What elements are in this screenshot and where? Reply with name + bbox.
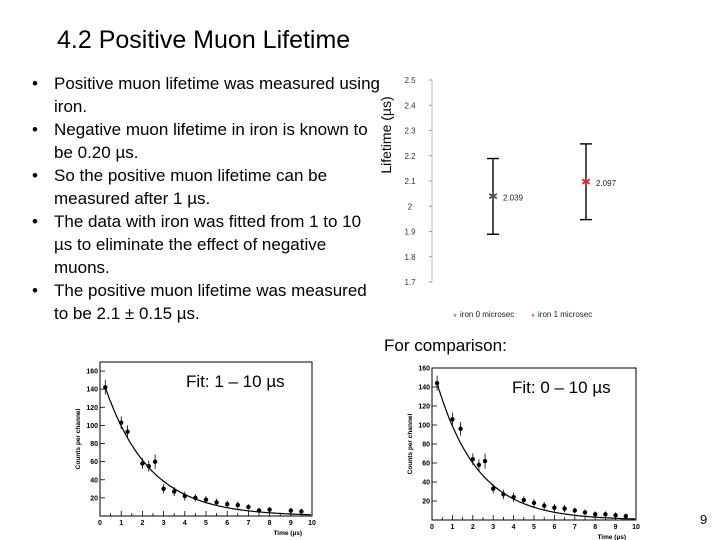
data-point [624,514,628,518]
x-tick-label: 10 [632,524,640,531]
lifetime-axis-label: Lifetime (µs) [378,96,394,174]
data-point [532,501,536,505]
lifetime-chart [390,70,620,330]
fit-range-label-right: Fit: 0 – 10 µs [512,378,611,397]
y-tick-label: 60 [422,460,430,468]
comparison-label: For comparison: [384,336,507,355]
x-tick-label: 3 [491,524,496,531]
data-point [562,506,566,510]
x-tick-label: 9 [613,524,618,531]
data-point-marker: ✱ [580,174,592,189]
legend-label: iron 0 microsec [460,310,515,319]
y-tick-label: 120 [86,404,98,412]
y-tick-label: 2.5 [404,76,416,85]
data-label: 2.097 [596,178,617,188]
data-point [214,500,218,504]
x-tick-label: 8 [593,524,598,531]
data-point [267,507,271,511]
x-tick-label: 6 [225,520,230,527]
y-tick-label: 120 [418,403,430,411]
data-point [491,486,495,490]
x-tick-label: 1 [450,524,455,531]
data-point [147,464,151,468]
y-tick-label: 140 [418,384,430,392]
data-point [477,463,481,467]
data-point [552,505,556,509]
data-point [140,461,144,465]
legend-marker: * [453,312,457,322]
y-axis-title: Counts per channel [407,413,414,475]
data-point [522,498,526,502]
data-point [204,497,208,501]
data-point [153,459,157,463]
x-tick-label: 2 [140,520,145,527]
x-tick-label: 9 [288,520,293,527]
y-tick-label: 2.1 [404,177,416,186]
data-point [511,495,515,499]
data-point [573,508,577,512]
bullet-item: • The data with iron was fitted from 1 to 10 µs to eliminate the effect of negative muons. [30,210,382,279]
y-tick-label: 1.7 [404,278,416,287]
y-tick-label: 1.8 [404,252,416,262]
data-point [458,427,462,431]
y-tick-label: 100 [418,422,430,430]
data-point [172,489,176,493]
data-point [435,381,439,385]
data-point [119,420,123,424]
y-tick-label: 80 [90,441,98,449]
data-point [471,457,475,461]
data-point [603,512,607,516]
data-point [501,492,505,496]
data-point [450,417,454,421]
y-tick-label: 60 [90,459,98,467]
page-number: 9 [700,512,708,527]
data-point [289,508,293,512]
bullet-item: • Positive muon lifetime was measured using iron. [30,72,382,118]
bullet-item: • The positive muon lifetime was measured to be 2.1 ± 0.15 µs. [30,279,382,325]
data-point [542,504,546,508]
data-point [225,502,229,506]
data-point [593,512,597,516]
fit-range-label-left: Fit: 1 – 10 µs [186,372,285,391]
data-point-marker: ✱ [487,189,499,204]
data-point [125,430,129,434]
y-tick-label: 80 [422,441,430,449]
x-tick-label: 2 [470,524,475,531]
bullet-list [30,72,382,325]
x-tick-label: 4 [182,520,187,527]
y-tick-label: 100 [86,422,98,430]
data-point [236,503,240,507]
data-point [246,505,250,509]
y-tick-label: 2.3 [404,126,416,136]
bullet-item: • So the positive muon lifetime can be measured after 1 µs. [30,164,382,210]
data-point [299,509,303,513]
x-tick-label: 1 [119,520,124,527]
x-tick-label: 3 [161,520,166,527]
data-point [257,508,261,512]
y-tick-label: 40 [90,477,98,485]
y-tick-label: 1.9 [404,227,416,237]
data-point [103,385,107,389]
x-tick-label: 10 [308,520,316,527]
y-tick-label: 40 [422,479,430,487]
legend-marker: * [531,312,535,322]
y-tick-label: 20 [90,495,98,503]
x-tick-label: 6 [552,524,557,531]
y-axis-title: Counts per channel [75,408,82,470]
x-tick-label: 0 [430,524,434,531]
y-tick-label: 160 [86,368,98,376]
data-point [483,459,487,463]
x-tick-label: 7 [246,520,251,527]
x-tick-label: 5 [532,524,536,531]
data-point [183,494,187,498]
data-point [161,487,165,491]
x-tick-label: 5 [204,520,208,527]
x-axis-title: Time (µs) [597,534,626,540]
y-tick-label: 160 [418,365,430,373]
y-tick-label: 2.2 [404,151,416,161]
y-tick-label: 20 [422,498,430,506]
x-tick-label: 4 [511,524,516,531]
y-tick-label: 2 [407,202,413,212]
page-title: 4.2 Positive Muon Lifetime [57,26,351,54]
x-tick-label: 8 [267,520,272,527]
data-point [193,496,197,500]
x-tick-label: 0 [98,520,102,527]
y-tick-label: 140 [86,386,98,394]
y-tick-label: 2.4 [404,101,416,111]
bullet-item: • Negative muon lifetime in iron is known to be 0.20 µs. [30,118,382,164]
legend-label: iron 1 microsec [538,310,593,319]
data-label: 2.039 [503,193,524,203]
x-axis-title: Time (µs) [273,530,302,537]
data-point [613,513,617,517]
x-tick-label: 7 [572,524,577,531]
data-point [583,510,587,514]
